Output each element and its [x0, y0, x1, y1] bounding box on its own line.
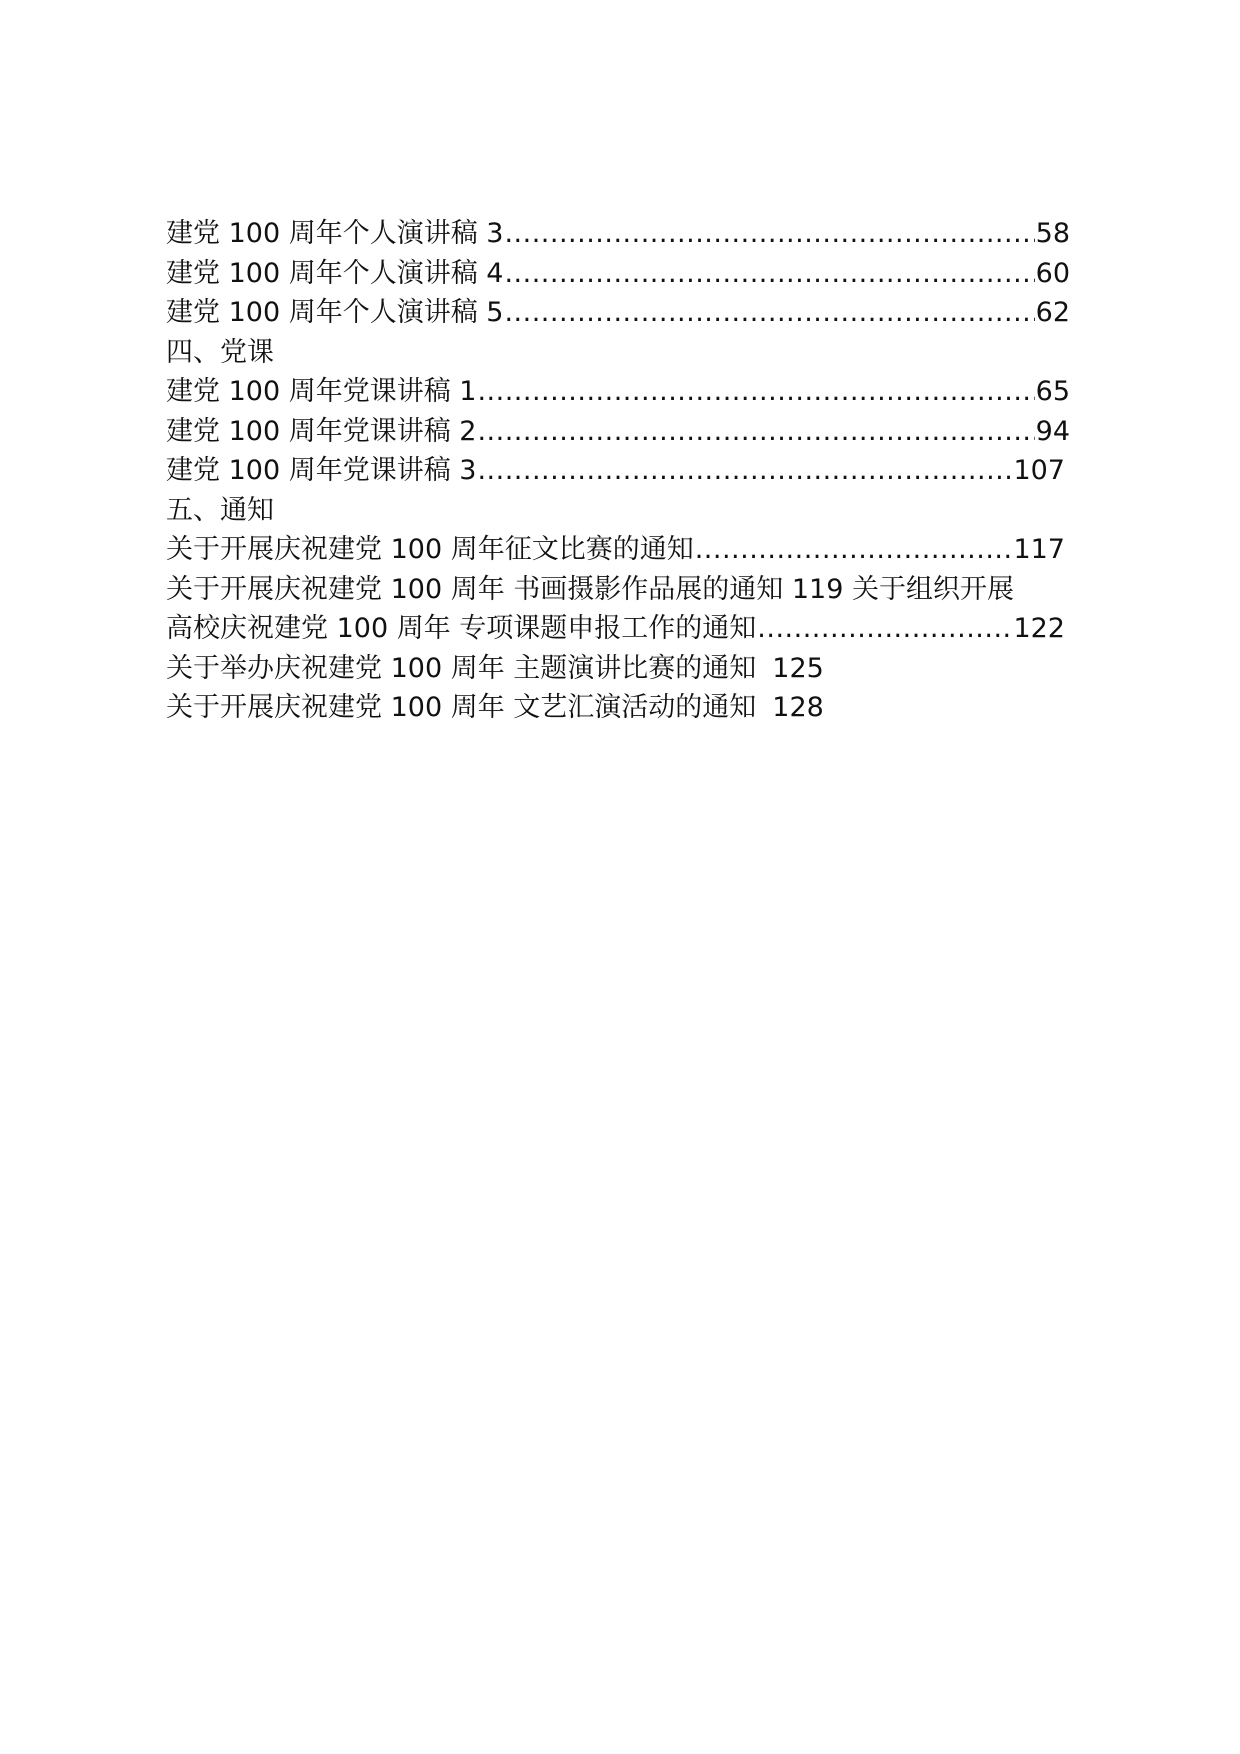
toc-dot-leader — [757, 609, 1012, 649]
toc-entry[interactable] — [166, 530, 1065, 570]
toc-entry-title: 关于开展庆祝建党 100 周年征文比赛的通知 — [166, 534, 694, 565]
toc-page-number: 122 — [1013, 613, 1065, 644]
toc-entry-title: 建党 100 周年党课讲稿 2 — [166, 415, 477, 447]
toc-dot-leader — [477, 372, 1034, 412]
toc-dot-leader — [504, 254, 1034, 294]
toc-page-number: 58 — [1035, 218, 1070, 249]
toc-entry-title: 高校庆祝建党 100 周年 专项课题申报工作的通知 — [166, 613, 757, 644]
toc-entry-title: 关于开展庆祝建党 100 周年 文艺汇演活动的通知 — [166, 692, 757, 723]
toc-entry-title: 建党 100 周年个人演讲稿 4 — [166, 257, 504, 289]
toc-dot-leader — [477, 451, 1012, 491]
toc-entry[interactable] — [166, 412, 1070, 452]
toc-dot-leader — [504, 293, 1034, 333]
toc-page-number: 117 — [1013, 534, 1065, 565]
toc-dot-leader — [504, 214, 1034, 254]
toc-dot-leader — [477, 412, 1034, 452]
toc-entry[interactable] — [166, 649, 1086, 689]
toc-entry[interactable] — [166, 372, 1070, 412]
table-of-contents — [166, 214, 1086, 728]
toc-entry-run-on-text[interactable]: 关于开展庆祝建党 100 周年 书画摄影作品展的通知 119 关于组织开展 — [166, 573, 1014, 605]
toc-page-number: 125 — [772, 652, 824, 684]
toc-page-number: 107 — [1013, 455, 1065, 486]
toc-page-number: 94 — [1035, 415, 1070, 447]
toc-entry[interactable] — [166, 254, 1070, 294]
toc-page-number: 62 — [1035, 297, 1070, 328]
toc-dot-leader — [695, 530, 1013, 570]
toc-entry[interactable] — [166, 293, 1070, 333]
toc-page-number: 128 — [772, 692, 824, 723]
toc-entry[interactable] — [166, 451, 1065, 491]
toc-entry-title: 建党 100 周年个人演讲稿 3 — [166, 218, 504, 249]
toc-page-number: 60 — [1035, 257, 1070, 289]
toc-entry[interactable] — [166, 609, 1065, 649]
toc-section-heading: 四、党课 — [166, 336, 274, 368]
toc-entry[interactable] — [166, 214, 1070, 254]
toc-page-number: 65 — [1035, 376, 1070, 407]
toc-entry-title: 建党 100 周年个人演讲稿 5 — [166, 297, 504, 328]
toc-section-heading: 五、通知 — [166, 494, 274, 526]
toc-entry-title: 建党 100 周年党课讲稿 1 — [166, 376, 477, 407]
toc-entry-title: 建党 100 周年党课讲稿 3 — [166, 455, 477, 486]
toc-entry-title: 关于举办庆祝建党 100 周年 主题演讲比赛的通知 — [166, 652, 757, 684]
toc-entry[interactable] — [166, 688, 1086, 728]
